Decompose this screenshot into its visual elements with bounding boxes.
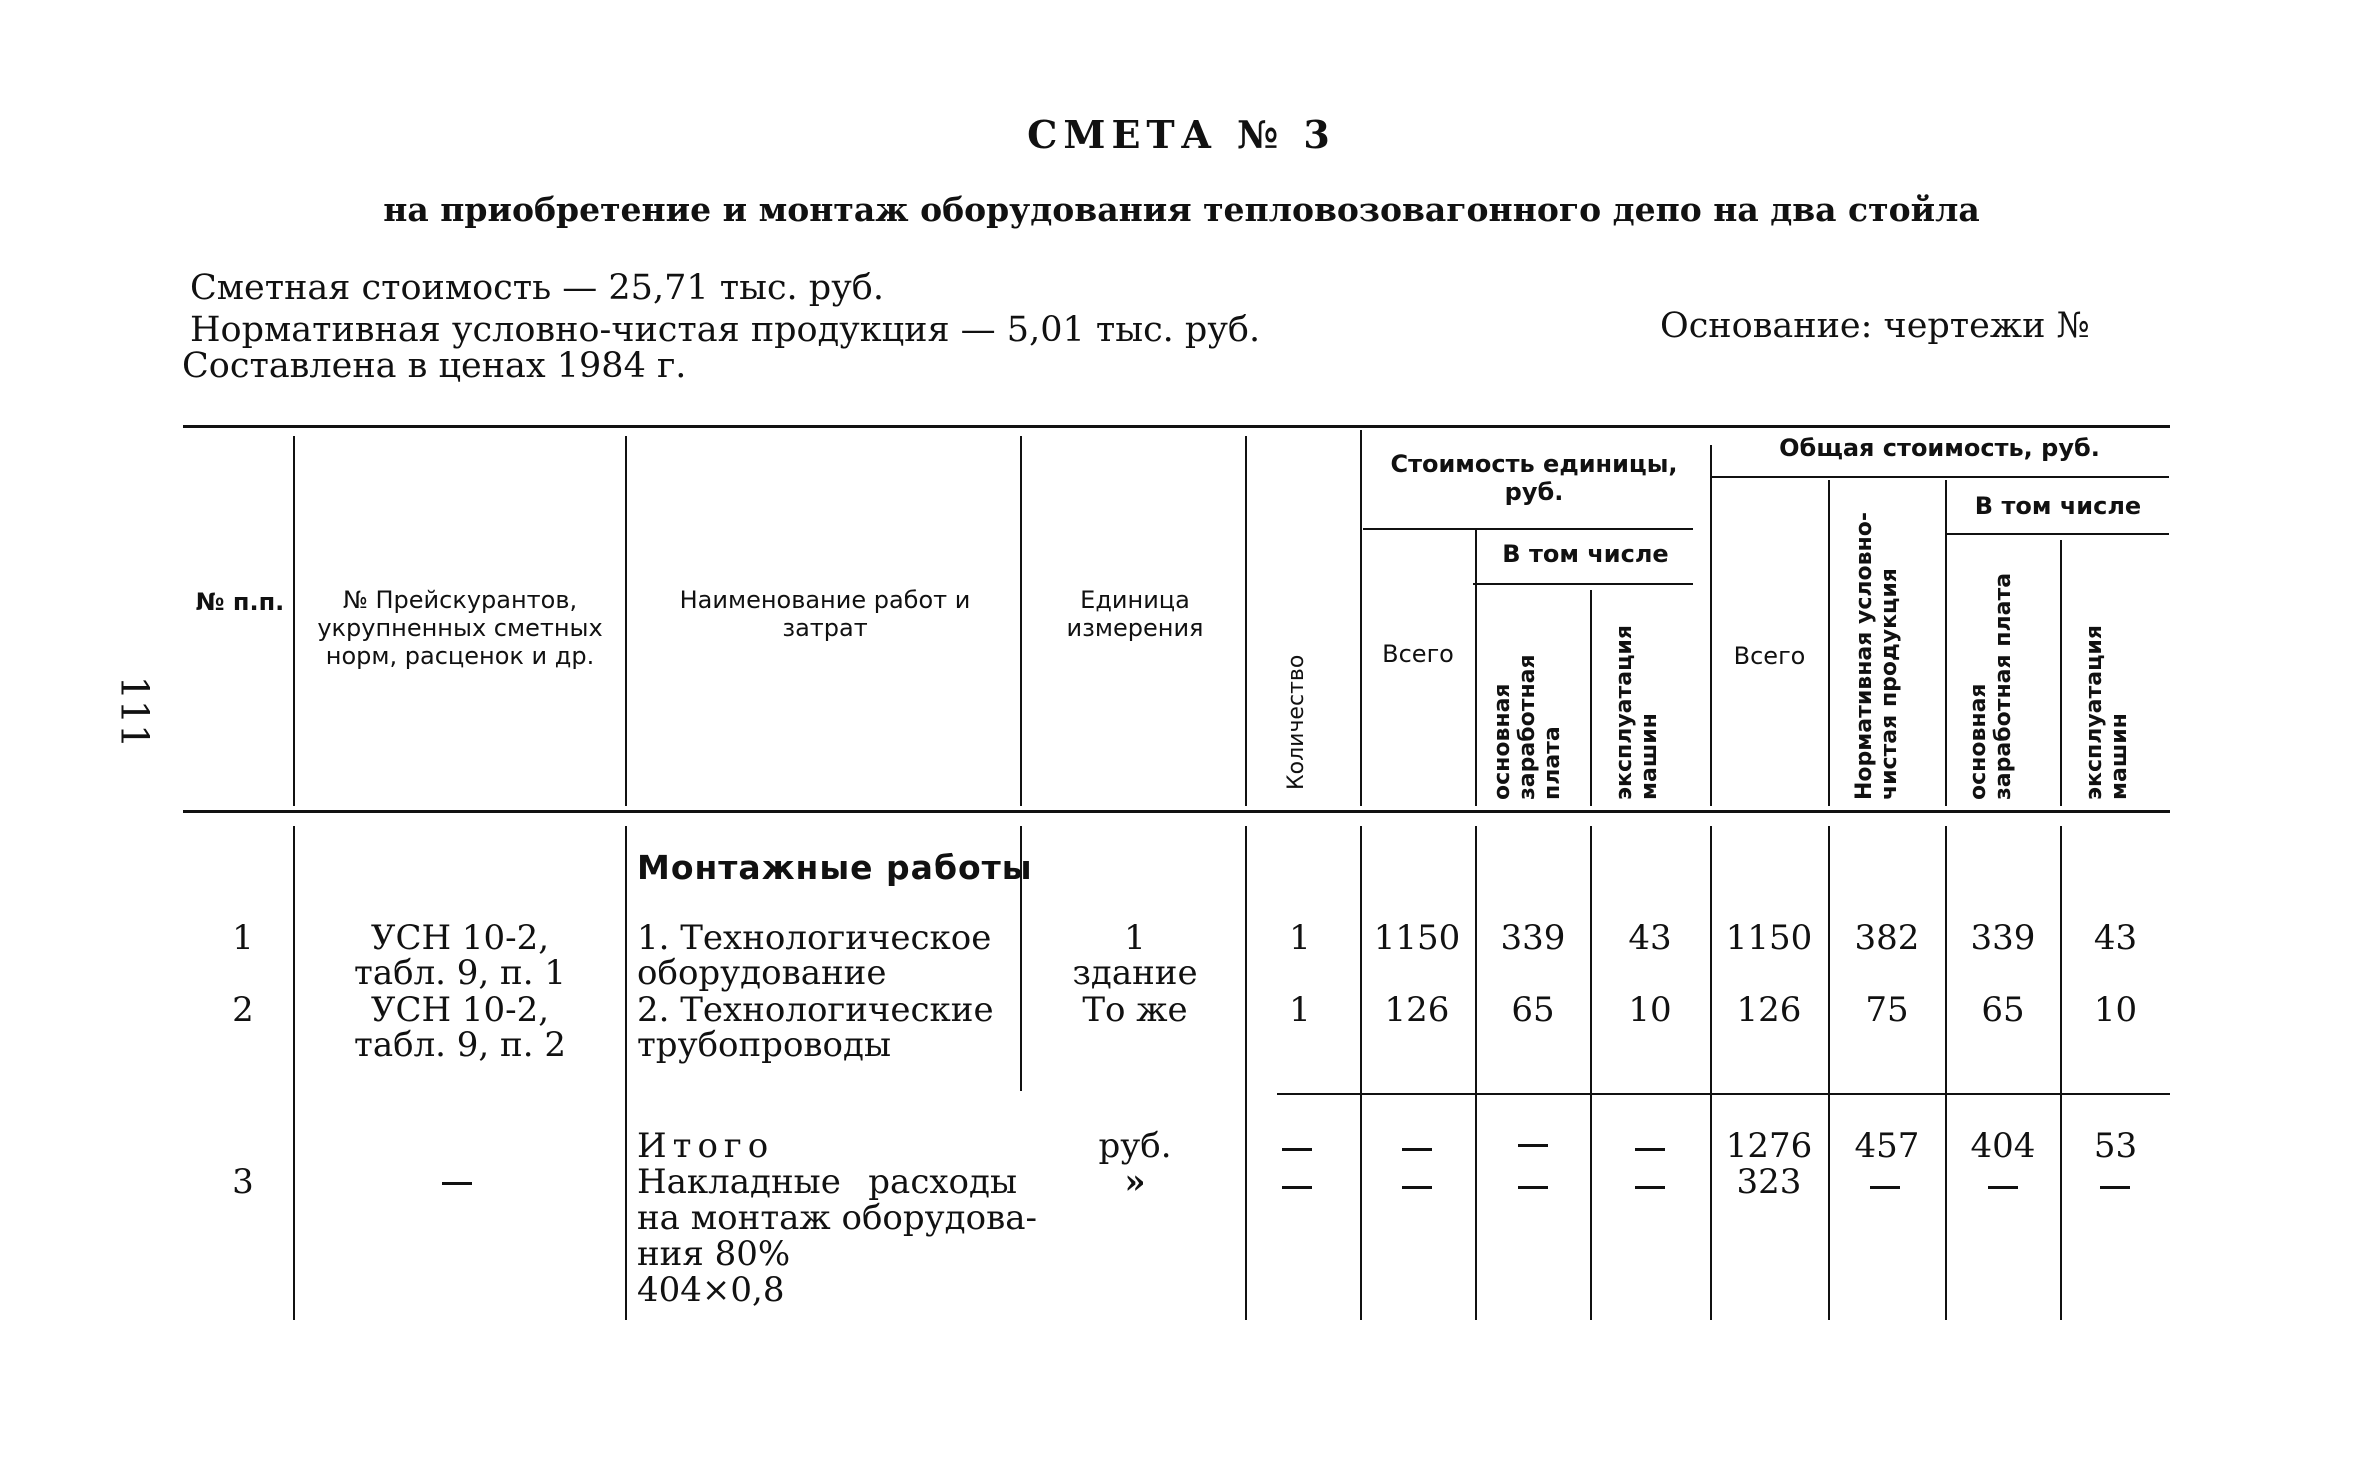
row-ref-line1: УСН 10-2, — [370, 990, 550, 1030]
col-divider — [1945, 826, 1947, 1320]
page-subtitle: на приобретение и монтаж оборудования тепловозовагонного депо на два стойла — [383, 190, 1980, 229]
page-number: 111 — [112, 675, 157, 749]
row-unit-machines: 10 — [1628, 990, 1672, 1030]
normative-product: Нормативная условно-чистая продукция — 5,01 тыс. руб. — [190, 310, 1261, 350]
dash — [1402, 1186, 1432, 1189]
col-divider — [1020, 436, 1022, 806]
col-divider — [1828, 826, 1830, 1320]
page-title: СМЕТА № 3 — [1027, 112, 1336, 157]
row-qty: 1 — [1289, 990, 1311, 1030]
row-machines: 10 — [2093, 990, 2138, 1030]
row-machines: 43 — [2093, 918, 2138, 958]
col-divider — [625, 826, 627, 1320]
dash — [1635, 1186, 1665, 1189]
total-including-rule — [1945, 533, 2169, 535]
col-header-unit-machines: эксплуатация машин — [1612, 625, 1662, 800]
row-name-line2: трубопроводы — [637, 1025, 892, 1065]
col-divider — [1245, 436, 1247, 806]
row-normative: 75 — [1865, 990, 1909, 1030]
row-name-line1: 1. Технологическое — [637, 918, 992, 958]
col-divider — [1710, 445, 1712, 806]
col-header-unit-total: Всего — [1382, 640, 1454, 668]
dash — [1282, 1148, 1312, 1151]
col-header-total-total: Всего — [1733, 642, 1806, 670]
estimate-cost: Сметная стоимость — 25,71 тыс. руб. — [190, 268, 885, 308]
col-header-unit-including: В том числе — [1502, 540, 1669, 568]
itogo-machines: 53 — [2093, 1126, 2138, 1166]
row-qty: 1 — [1289, 918, 1311, 958]
overhead-unit: » — [1124, 1162, 1146, 1202]
col-header-name: Наименование работ и затрат — [679, 586, 971, 642]
overhead-line3: ния 80% — [637, 1234, 791, 1274]
row-unit-total: 126 — [1384, 990, 1450, 1030]
overhead-line1: Накладные расходы — [637, 1162, 1017, 1202]
col-divider — [1945, 480, 1947, 806]
dash — [1988, 1186, 2018, 1189]
row-unit-wages: 65 — [1511, 990, 1555, 1030]
col-divider — [2060, 540, 2062, 806]
col-header-unit: Единица измерения — [1066, 586, 1204, 642]
col-divider — [1590, 826, 1592, 1320]
itogo-normative: 457 — [1854, 1126, 1920, 1166]
dash — [1870, 1186, 1900, 1189]
row-name-line2: оборудование — [637, 953, 887, 993]
col-header-total-cost: Общая стоимость, руб. — [1779, 434, 2100, 462]
col-header-total-machines: эксплуатация машин — [2082, 625, 2132, 800]
table-top-rule — [183, 425, 2170, 428]
row-num: 2 — [232, 990, 254, 1030]
row-unit-machines: 43 — [1628, 918, 1672, 958]
row-ref-line1: УСН 10-2, — [370, 918, 550, 958]
itogo-unit: руб. — [1098, 1126, 1172, 1166]
row-num: 3 — [232, 1162, 254, 1202]
col-divider — [1360, 826, 1362, 1320]
itogo-total: 1276 — [1725, 1126, 1813, 1166]
col-header-unit-wages: основная заработная плата — [1490, 654, 1565, 800]
dash — [1518, 1186, 1548, 1189]
col-header-total-including: В том числе — [1974, 492, 2142, 520]
row-wages: 65 — [1981, 990, 2025, 1030]
row-unit-line1: 1 — [1124, 918, 1146, 958]
row-unit: То же — [1082, 990, 1188, 1030]
col-divider — [1475, 826, 1477, 1320]
col-divider — [1710, 826, 1712, 1320]
row-ref-line2: табл. 9, п. 1 — [354, 953, 566, 993]
col-divider — [1245, 826, 1247, 1320]
row-total: 126 — [1736, 990, 1802, 1030]
dash — [1282, 1186, 1312, 1189]
basis-note: Основание: чертежи № — [1660, 306, 2090, 346]
col-divider — [293, 436, 295, 806]
col-header-num: № п.п. — [195, 588, 285, 616]
overhead-line4: 404×0,8 — [637, 1270, 785, 1310]
row-name-line1: 2. Технологические — [637, 990, 994, 1030]
col-divider — [1475, 530, 1477, 806]
header-bottom-rule — [183, 810, 2170, 813]
row-unit-total: 1150 — [1373, 918, 1461, 958]
section-title: Монтажные работы — [637, 848, 1033, 887]
unit-including-rule — [1473, 583, 1693, 585]
subtotal-rule — [1277, 1093, 2170, 1095]
row-wages: 339 — [1970, 918, 2036, 958]
total-cost-rule — [1712, 476, 2169, 478]
col-divider — [1590, 590, 1592, 806]
overhead-total: 323 — [1736, 1162, 1802, 1202]
dash — [442, 1182, 472, 1185]
col-header-pricelist: № Прейскурантов, укрупненных сметных норм, расценок и др. — [317, 586, 603, 670]
row-ref-line2: табл. 9, п. 2 — [354, 1025, 566, 1065]
row-unit-line2: здание — [1072, 953, 1198, 993]
dash — [1518, 1144, 1548, 1147]
col-header-total-normative: Нормативная условно-чистая продукция — [1852, 512, 1902, 800]
dash — [2100, 1186, 2130, 1189]
prices-year: Составлена в ценах 1984 г. — [182, 346, 687, 386]
col-header-unit-cost: Стоимость единицы, руб. — [1390, 450, 1678, 506]
dash — [1635, 1148, 1665, 1151]
col-divider — [625, 436, 627, 806]
col-divider — [1360, 430, 1362, 806]
col-divider — [1828, 480, 1830, 806]
col-divider — [293, 826, 295, 1320]
itogo-wages: 404 — [1970, 1126, 2036, 1166]
unit-cost-rule — [1363, 528, 1693, 530]
row-normative: 382 — [1854, 918, 1920, 958]
col-header-qty: Количество — [1284, 654, 1309, 790]
row-unit-wages: 339 — [1500, 918, 1566, 958]
col-header-total-wages: основная заработная плата — [1966, 572, 2016, 800]
itogo-label: Итого — [637, 1126, 775, 1166]
overhead-line2: на монтаж оборудова- — [637, 1198, 1037, 1238]
col-divider — [2060, 826, 2062, 1320]
row-num: 1 — [232, 918, 254, 958]
dash — [1402, 1148, 1432, 1151]
row-total: 1150 — [1725, 918, 1813, 958]
